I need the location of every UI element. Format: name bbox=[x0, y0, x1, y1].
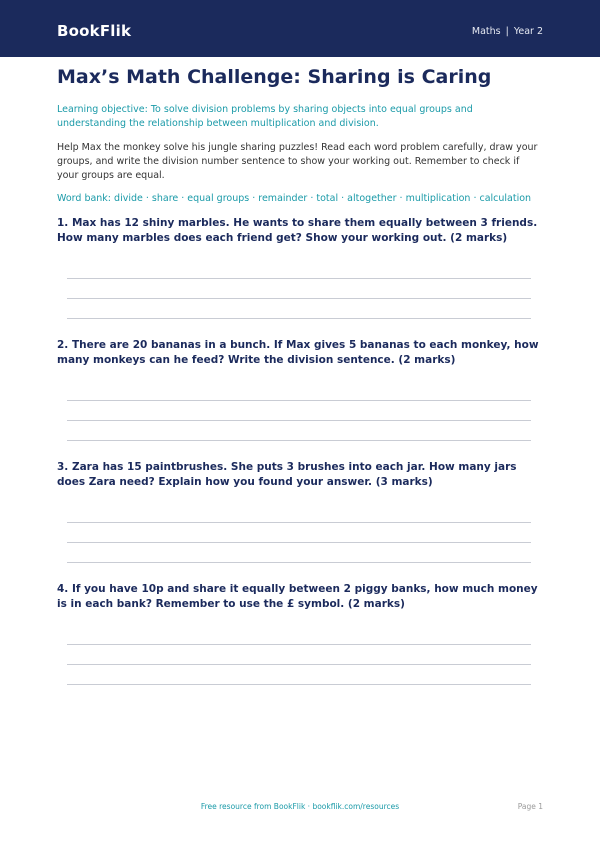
answer-line[interactable] bbox=[67, 684, 531, 685]
answer-line[interactable] bbox=[67, 400, 531, 401]
worksheet-intro bbox=[57, 66, 543, 206]
answer-line[interactable] bbox=[67, 542, 531, 543]
year-label: Year 2 bbox=[513, 26, 543, 37]
answer-line[interactable] bbox=[67, 644, 531, 645]
question-2 bbox=[57, 338, 543, 368]
answer-line[interactable] bbox=[67, 278, 531, 279]
question-1 bbox=[57, 216, 543, 246]
footer-source-link[interactable]: Free resource from BookFlik · bookflik.com/resources bbox=[200, 802, 400, 811]
subject-label: Maths bbox=[471, 26, 501, 37]
learning-objective: Learning objective: To solve division problems by sharing objects into equal groups and understanding the relationship between multiplication and division. bbox=[57, 104, 473, 129]
page-number: Page 1 bbox=[517, 802, 543, 811]
question-text: 3. Zara has 15 paintbrushes. She puts 3 brushes into each jar. How many jars does Zara need? Explain how you found your answer. (3 marks) bbox=[57, 461, 517, 488]
answer-line[interactable] bbox=[67, 562, 531, 563]
question-text: 4. If you have 10p and share it equally between 2 piggy banks, how much money is in each bank? Remember to use the £ symbol. (2 marks) bbox=[57, 583, 538, 610]
answer-line[interactable] bbox=[67, 298, 531, 299]
answer-line[interactable] bbox=[67, 318, 531, 319]
question-text: 1. Max has 12 shiny marbles. He wants to share them equally between 3 friends. How many marbles does each friend get? Show your working out. (2 marks) bbox=[57, 217, 538, 244]
worksheet-title: Max’s Math Challenge: Sharing is Caring bbox=[57, 66, 492, 88]
question-text: 2. There are 20 bananas in a bunch. If Max gives 5 bananas to each monkey, how many monkeys can he feed? Write the division sentence. (2 marks) bbox=[57, 339, 539, 366]
answer-line[interactable] bbox=[67, 440, 531, 441]
word-bank: Word bank: divide · share · equal groups · remainder · total · altogether · multiplication · calculation bbox=[57, 193, 532, 204]
answer-line[interactable] bbox=[67, 522, 531, 523]
meta-separator: | bbox=[505, 26, 509, 37]
header-meta bbox=[472, 26, 543, 37]
answer-line[interactable] bbox=[67, 664, 531, 665]
page-header bbox=[0, 0, 600, 57]
answer-line[interactable] bbox=[67, 420, 531, 421]
question-3 bbox=[57, 460, 543, 490]
question-4 bbox=[57, 582, 543, 612]
instructions-text: Help Max the monkey solve his jungle sharing puzzles! Read each word problem carefully, draw your groups, and write the division number sentence to show your working out. Remember to check if your groups are equal. bbox=[57, 142, 538, 181]
brand-logo[interactable]: BookFlik bbox=[57, 22, 132, 40]
